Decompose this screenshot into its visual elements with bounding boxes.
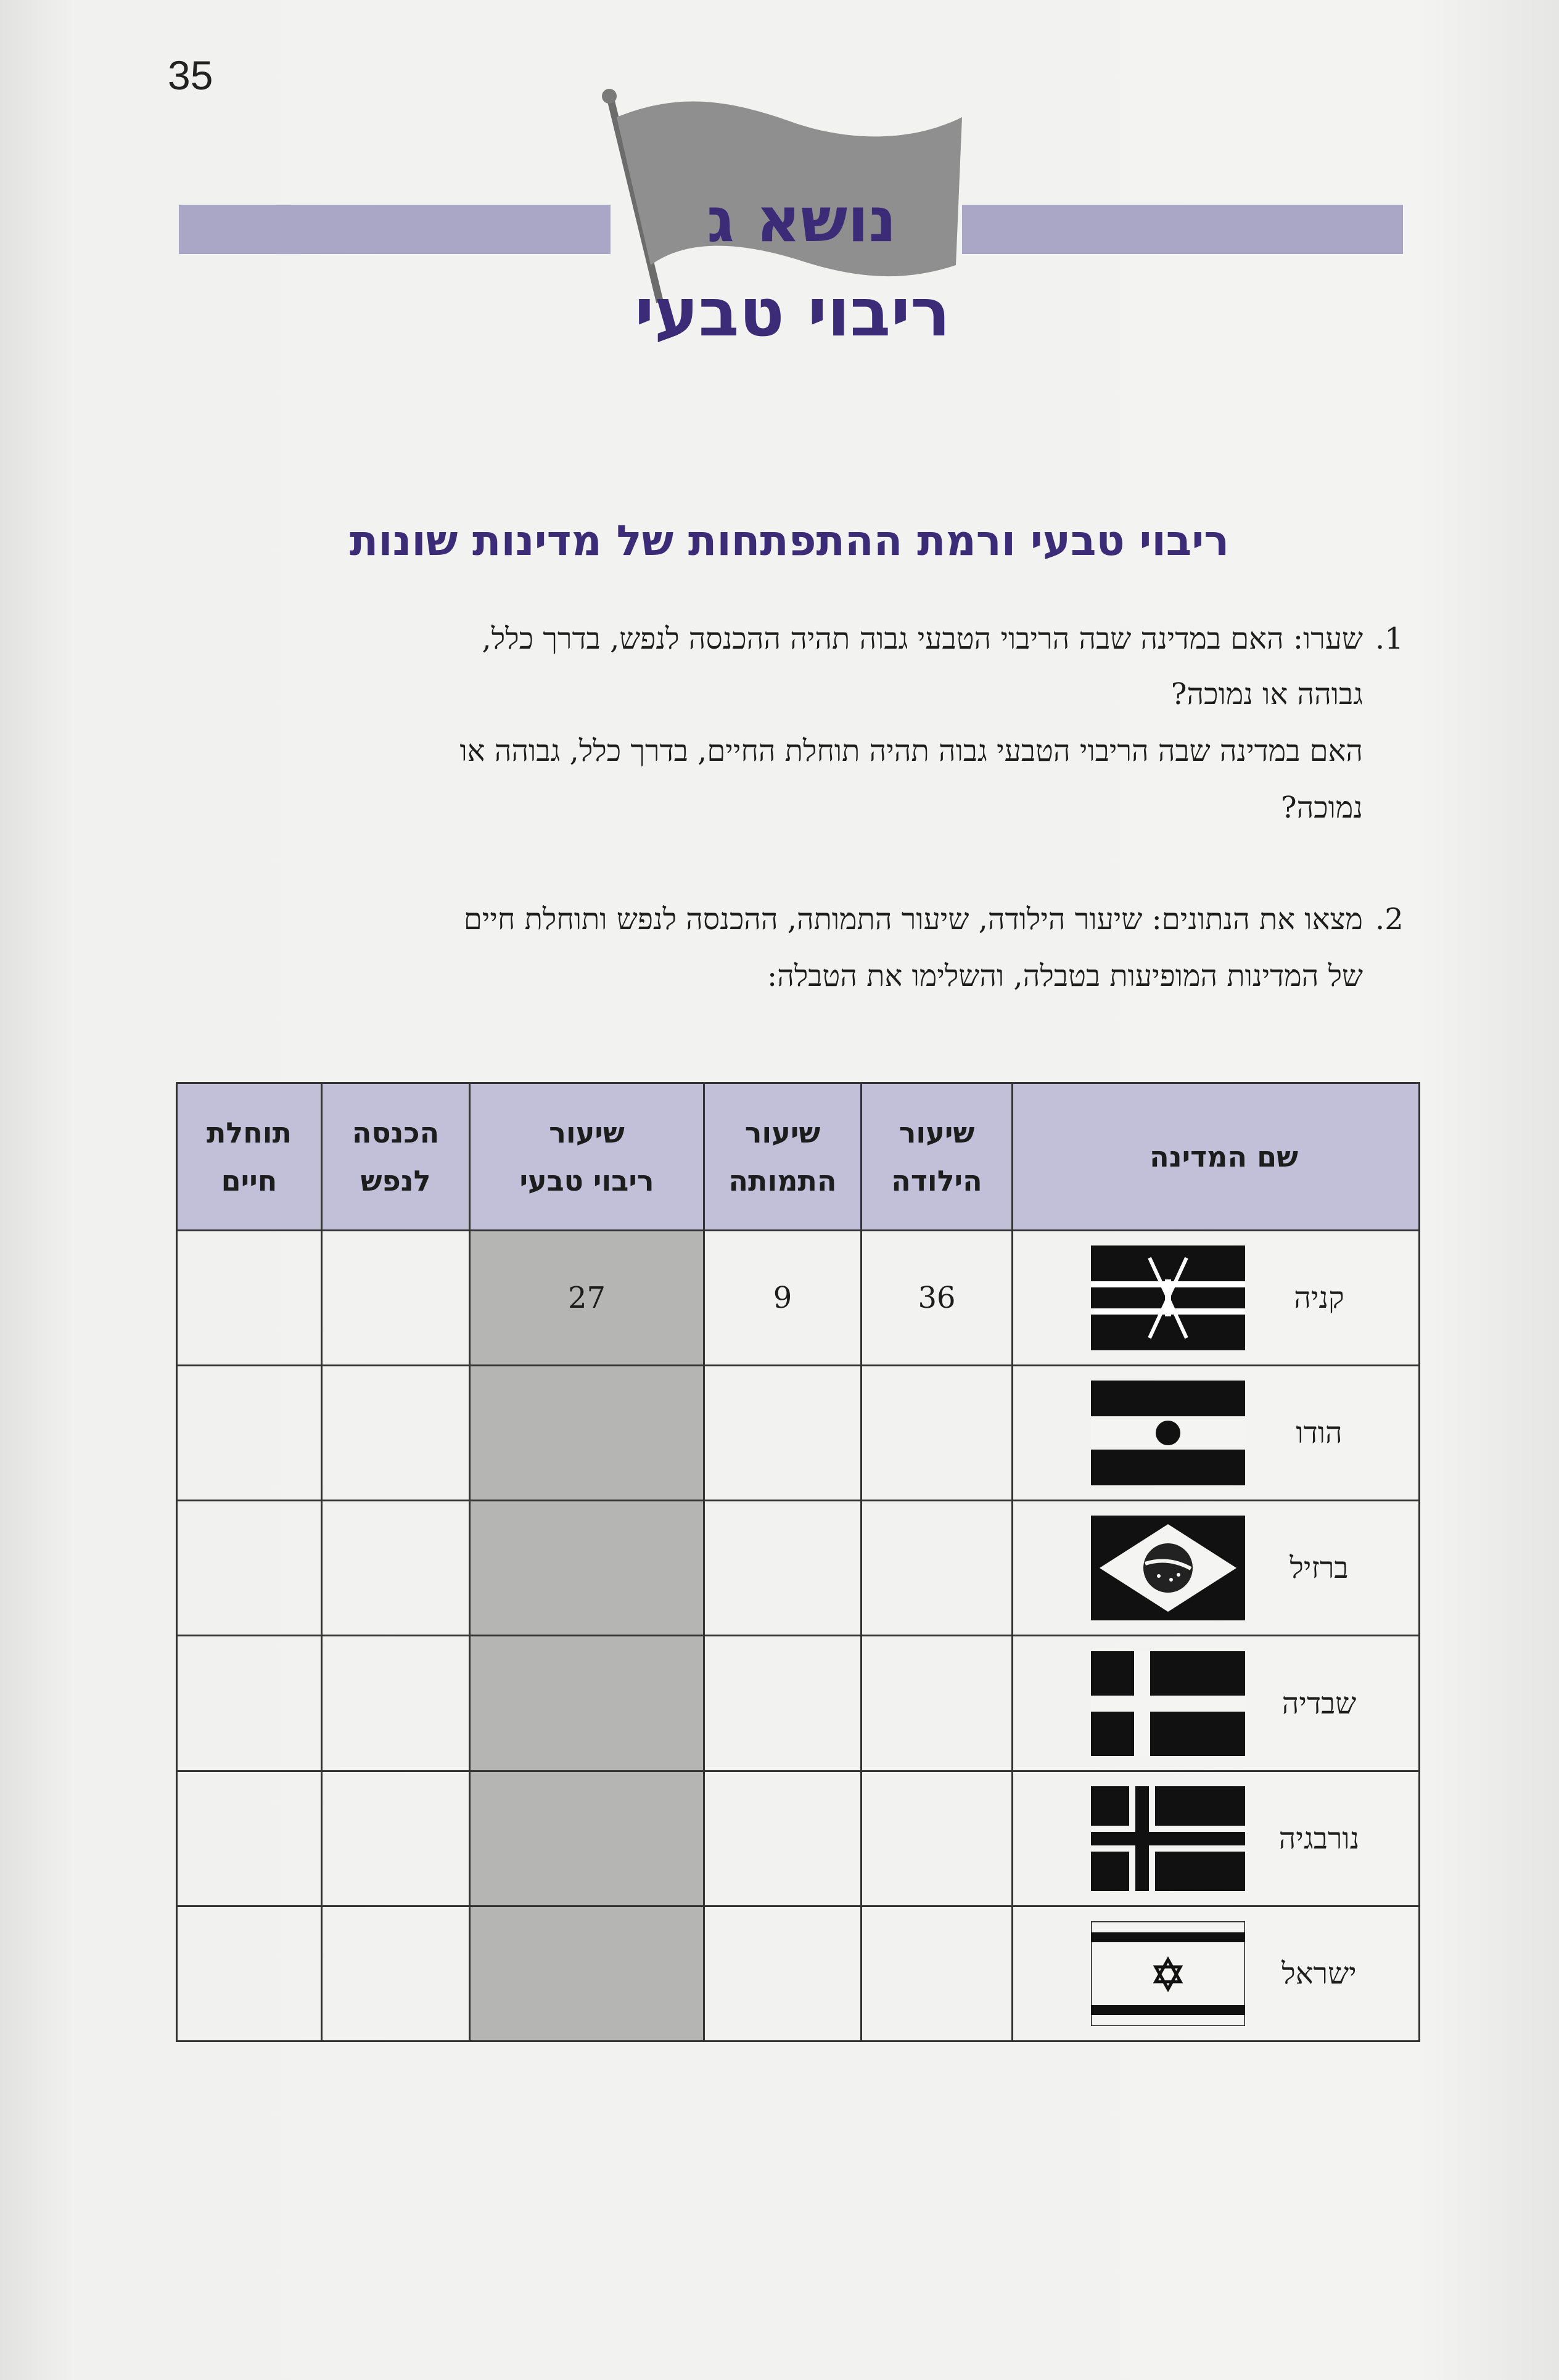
country-name: ישראל — [1281, 1956, 1357, 1991]
page-title: ריבוי טבעי — [634, 274, 951, 351]
death-rate-cell[interactable] — [704, 1771, 862, 1906]
sweden-flag-icon — [1091, 1651, 1245, 1756]
table-row — [177, 1366, 1420, 1501]
birth-rate-cell[interactable]: 36 — [862, 1231, 1013, 1366]
header-country-name: שם המדינה — [1013, 1083, 1420, 1231]
life-expectancy-cell[interactable] — [177, 1366, 322, 1501]
country-name: שבדיה — [1281, 1686, 1357, 1721]
death-rate-cell[interactable] — [704, 1636, 862, 1771]
page-number: 35 — [168, 52, 213, 98]
table-header-row — [177, 1083, 1420, 1231]
natural-growth-cell[interactable]: 27 — [470, 1231, 704, 1366]
question-2-line-2: של המדינות המופיעות בטבלה, והשלימו את הטבלה: — [767, 959, 1363, 993]
question-1-line-1: שערו: האם במדינה שבה הריבוי הטבעי גבוה תהיה ההכנסה לנפש, בדרך כלל, — [482, 622, 1363, 656]
country-name: ברזיל — [1290, 1551, 1349, 1586]
death-rate-cell[interactable] — [704, 1501, 862, 1636]
natural-growth-cell[interactable] — [470, 1501, 704, 1636]
life-expectancy-cell[interactable] — [177, 1501, 322, 1636]
natural-growth-cell[interactable] — [470, 1636, 704, 1771]
birth-rate-cell[interactable] — [862, 1501, 1013, 1636]
question-1-number: .1 — [1375, 622, 1404, 656]
country-name: קניה — [1294, 1281, 1344, 1316]
norway-flag-icon — [1091, 1786, 1245, 1891]
birth-rate-cell[interactable] — [862, 1636, 1013, 1771]
question-1-line-4: נמוכה? — [1280, 790, 1363, 825]
header-birth-rate: שיעור הילודה — [862, 1083, 1013, 1231]
natural-growth-cell[interactable] — [470, 1366, 704, 1501]
question-1-line-3: האם במדינה שבה הריבוי הטבעי גבוה תהיה תוחלת החיים, בדרך כלל, גבוהה או — [459, 734, 1363, 768]
country-cell — [1013, 1501, 1420, 1636]
income-per-capita-cell[interactable] — [322, 1366, 470, 1501]
question-2-number: .2 — [1375, 902, 1404, 937]
israel-flag-icon — [1091, 1921, 1245, 2026]
country-cell — [1013, 1366, 1420, 1501]
header-income-per-capita: הכנסה לנפש — [322, 1083, 470, 1231]
country-name: הודו — [1296, 1416, 1343, 1451]
death-rate-cell[interactable]: 9 — [704, 1231, 862, 1366]
country-name: נורבגיה — [1278, 1821, 1360, 1856]
topic-title: נושא ג — [707, 184, 897, 256]
life-expectancy-cell[interactable] — [177, 1771, 322, 1906]
header-life-expectancy: תוחלת חיים — [177, 1083, 322, 1231]
decorative-band-left — [179, 205, 611, 254]
question-2-line-1: מצאו את הנתונים: שיעור הילודה, שיעור התמותה, ההכנסה לנפש ותוחלת חיים — [463, 902, 1363, 937]
header-death-rate: שיעור התמותה — [704, 1083, 862, 1231]
life-expectancy-cell[interactable] — [177, 1636, 322, 1771]
country-data-table — [176, 1082, 1420, 2042]
death-rate-cell[interactable] — [704, 1366, 862, 1501]
table-row — [177, 1501, 1420, 1636]
birth-rate-cell[interactable] — [862, 1906, 1013, 2041]
birth-rate-cell[interactable] — [862, 1366, 1013, 1501]
natural-growth-cell[interactable] — [470, 1906, 704, 2041]
income-per-capita-cell[interactable] — [322, 1906, 470, 2041]
life-expectancy-cell[interactable] — [177, 1906, 322, 2041]
decorative-band-right — [962, 205, 1403, 254]
income-per-capita-cell[interactable] — [322, 1501, 470, 1636]
country-cell — [1013, 1636, 1420, 1771]
table-row — [177, 1771, 1420, 1906]
birth-rate-cell[interactable] — [862, 1771, 1013, 1906]
kenya-flag-icon — [1091, 1245, 1245, 1350]
question-1-line-2: גבוהה או נמוכה? — [1170, 677, 1363, 712]
table-row — [177, 1906, 1420, 2041]
country-cell — [1013, 1771, 1420, 1906]
country-cell — [1013, 1906, 1420, 2041]
table-row — [177, 1231, 1420, 1366]
natural-growth-cell[interactable] — [470, 1771, 704, 1906]
life-expectancy-cell[interactable] — [177, 1231, 322, 1366]
death-rate-cell[interactable] — [704, 1906, 862, 2041]
income-per-capita-cell[interactable] — [322, 1231, 470, 1366]
income-per-capita-cell[interactable] — [322, 1771, 470, 1906]
india-flag-icon — [1091, 1381, 1245, 1485]
table-row — [177, 1636, 1420, 1771]
income-per-capita-cell[interactable] — [322, 1636, 470, 1771]
section-heading: ריבוי טבעי ורמת ההתפתחות של מדינות שונות — [349, 517, 1230, 565]
brazil-flag-icon — [1091, 1516, 1245, 1620]
header-natural-growth: שיעור ריבוי טבעי — [470, 1083, 704, 1231]
country-cell — [1013, 1231, 1420, 1366]
